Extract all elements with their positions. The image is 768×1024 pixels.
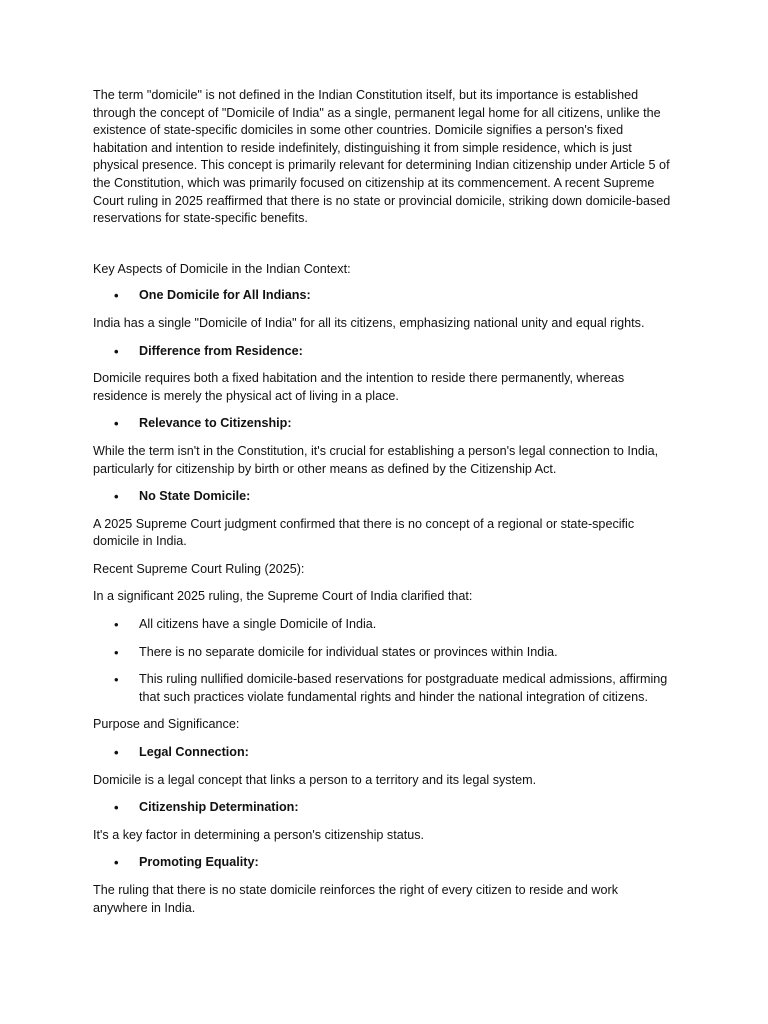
bullet-title: • Citizenship Determination: [93,799,674,817]
ruling-point: • This ruling nullified domicile-based reservations for postgraduate medical admissions, affirming that such practices violate fundamental rights and hinder the national integration of citizens. [93,671,674,706]
bullet-text: It's a key factor in determining a person's citizenship status. [93,827,425,842]
bullet-text: Domicile is a legal concept that links a person to a territory and its legal system. [93,772,537,787]
intro-paragraph: The term "domicile" is not defined in the Indian Constitution itself, but its importance is established through the concept of "Domicile of India" as a single, permanent legal home for all citizens, unlike the existence of state-specific domiciles in some other countries. Domicile signifies a person's fixed habitation and intention to reside indefinitely, distinguishing it from simple residence, which is just physical presence. This concept is primarily relevant for determining Indian citizenship under Article 5 of the Constitution, which was primarily focused on citizenship at its commencement. A recent Supreme Court ruling in 2025 reaffirmed that there is no state or provincial domicile, striking down domicile-based reservations for state-specific benefits. [93,88,671,226]
bullet-title: • No State Domicile: [93,488,674,506]
ruling-heading: Recent Supreme Court Ruling (2025): [93,561,305,576]
key-aspects-heading: Key Aspects of Domicile in the Indian Context: [93,261,351,276]
bullet-text: A 2025 Supreme Court judgment confirmed that there is no concept of a regional or state-specific domicile in India. [93,516,635,549]
bullet-title: • Relevance to Citizenship: [93,415,674,433]
bullet-text: The ruling that there is no state domicile reinforces the right of every citizen to reside and work anywhere in India. [93,883,618,915]
bullet-title: • One Domicile for All Indians: [93,287,674,305]
bullet-title: • Difference from Residence: [93,343,674,361]
bullet-text: Domicile requires both a fixed habitation and the intention to reside there permanently, whereas residence is merely the physical act of living in a place. [93,371,625,403]
bullet-text: India has a single "Domicile of India" for all its citizens, emphasizing national unity and equal rights. [93,315,645,330]
ruling-point: • All citizens have a single Domicile of India. [93,616,674,634]
ruling-point: • There is no separate domicile for individual states or provinces within India. [93,644,674,662]
bullet-title: • Promoting Equality: [93,854,674,872]
purpose-heading: Purpose and Significance: [93,717,240,732]
bullet-title: • Legal Connection: [93,744,674,762]
ruling-lead: In a significant 2025 ruling, the Supreme Court of India clarified that: [93,589,473,604]
bullet-text: While the term isn't in the Constitution, it's crucial for establishing a person's legal connection to India, particularly for citizenship by birth or other means as defined by the Citizenship Act. [93,443,659,476]
